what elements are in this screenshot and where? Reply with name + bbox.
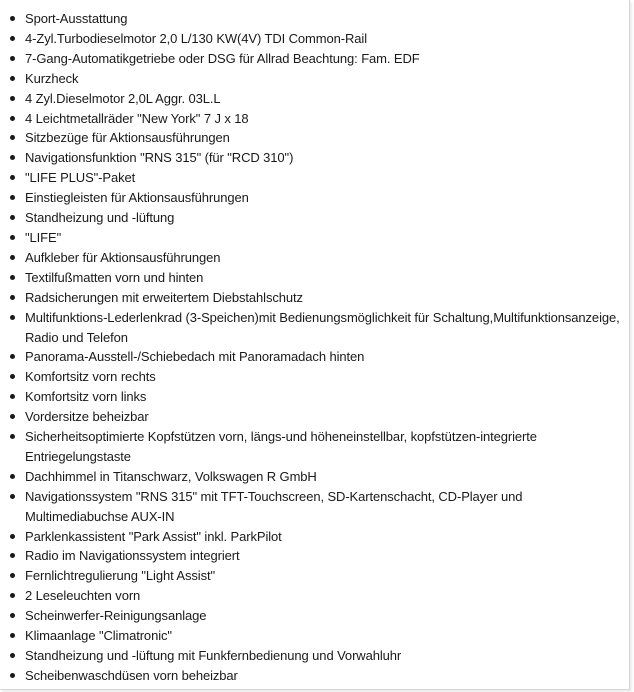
list-item: Einstiegleisten für Aktionsausführungen [0,188,629,208]
list-item: "LIFE PLUS"-Paket [0,168,629,188]
list-item: 4 Zyl.Dieselmotor 2,0L Aggr. 03L.L [0,89,629,109]
list-item: Kurzheck [0,69,629,89]
list-item: Vordersitze beheizbar [0,407,629,427]
list-item: Sicherheitsoptimierte Kopfstützen vorn, längs-und höheneinstellbar, kopfstützen-integrierte Entriegelungstaste [0,427,629,467]
list-item: Scheinwerfer-Reinigungsanlage [0,606,629,626]
list-item: Radsicherungen mit erweitertem Diebstahlschutz [0,288,629,308]
list-item: Sport-Ausstattung [0,9,629,29]
list-item: Textilfußmatten vorn und hinten [0,268,629,288]
list-item: 4-Zyl.Turbodieselmotor 2,0 L/130 KW(4V) TDI Common-Rail [0,29,629,49]
list-item: Scheibenwaschdüsen vorn beheizbar [0,666,629,686]
list-item: Panorama-Ausstell-/Schiebedach mit Panoramadach hinten [0,347,629,367]
list-item: Sitzbezüge für Aktionsausführungen [0,128,629,148]
list-item: Parklenkassistent "Park Assist" inkl. ParkPilot [0,527,629,547]
list-item: Aufkleber für Aktionsausführungen [0,248,629,268]
list-item: Multifunktions-Lederlenkrad (3-Speichen)mit Bedienungsmöglichkeit für Schaltung,Multifunktionsanzeige, Radio und Telefon [0,308,629,348]
list-item: Radio im Navigationssystem integriert [0,546,629,566]
list-item: Dachhimmel in Titanschwarz, Volkswagen R GmbH [0,467,629,487]
list-item: Navigationssystem "RNS 315" mit TFT-Touchscreen, SD-Kartenschacht, CD-Player und Multimediabuchse AUX-IN [0,487,629,527]
list-item: Klimaanlage "Climatronic" [0,626,629,646]
list-item: 4 Leichtmetallräder "New York" 7 J x 18 [0,109,629,129]
list-item: Komfortsitz vorn links [0,387,629,407]
list-item: Fernlichtregulierung "Light Assist" [0,566,629,586]
list-item: Standheizung und -lüftung mit Funkfernbedienung und Vorwahluhr [0,646,629,666]
list-item: Komfortsitz vorn rechts [0,367,629,387]
list-item: "LIFE" [0,228,629,248]
list-item: Navigationsfunktion "RNS 315" (für "RCD 310") [0,148,629,168]
list-item: Standheizung und -lüftung [0,208,629,228]
list-item: 7-Gang-Automatikgetriebe oder DSG für Allrad Beachtung: Fam. EDF [0,49,629,69]
list-item: 2 Leseleuchten vorn [0,586,629,606]
